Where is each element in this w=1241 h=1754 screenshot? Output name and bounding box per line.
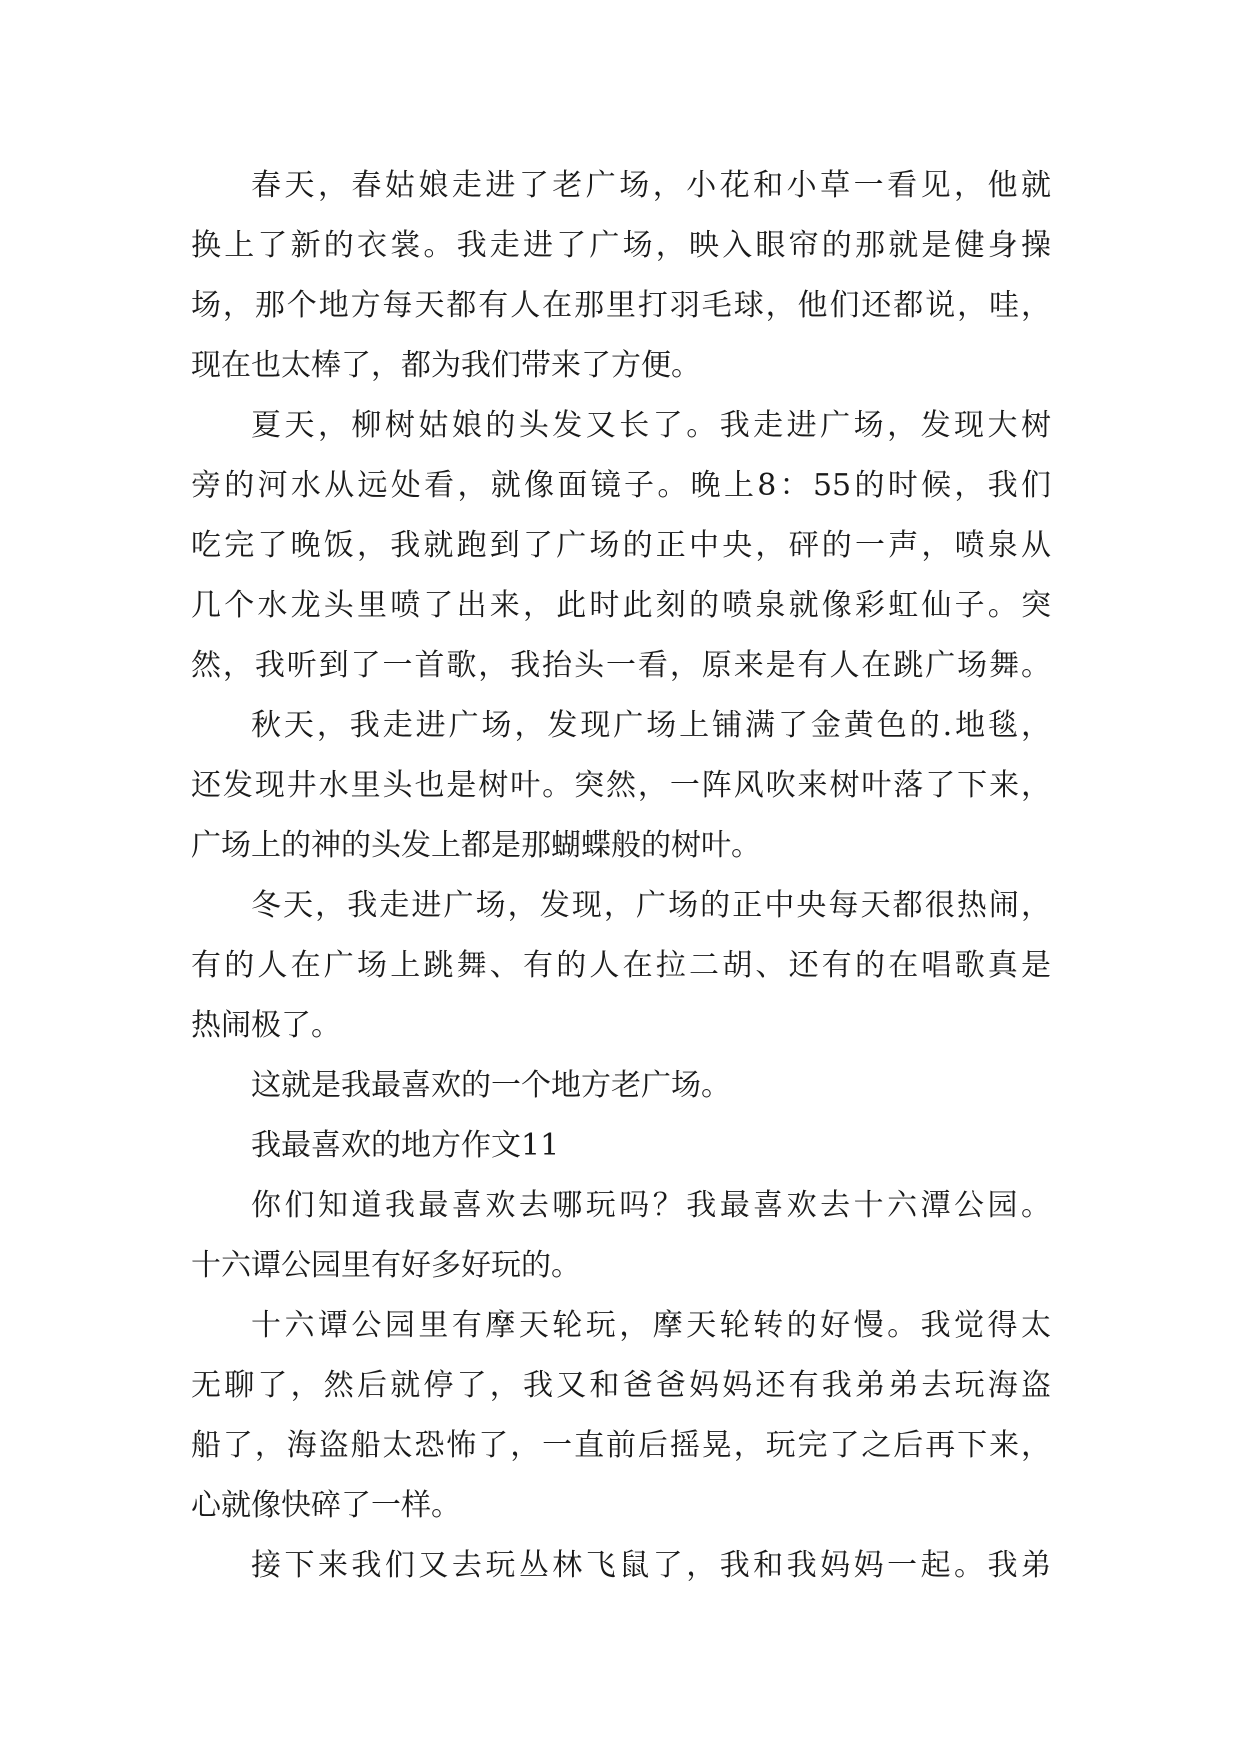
text-line: 然，我听到了一首歌，我抬头一看，原来是有人在跳广场舞。: [191, 648, 1051, 683]
paragraph-winter: [191, 876, 1051, 1056]
text-line: 春天，春姑娘走进了老广场，小花和小草一看见，他就: [251, 168, 1051, 203]
text-line: 旁的河水从远处看，就像面镜子。晚上8：55的时候，我们: [191, 468, 1051, 503]
text-line: 接下来我们又去玩丛林飞鼠了，我和我妈妈一起。我弟: [251, 1548, 1051, 1583]
paragraph-summer: [191, 396, 1051, 696]
text-line: 船了，海盗船太恐怖了，一直前后摇晃，玩完了之后再下来，: [191, 1428, 1051, 1463]
essay-title: [191, 1116, 1051, 1176]
document-body: [191, 156, 1051, 1596]
text-line: 我最喜欢的地方作文11: [251, 1128, 560, 1163]
text-line: 现在也太棒了，都为我们带来了方便。: [191, 348, 701, 383]
text-line: 夏天，柳树姑娘的头发又长了。我走进广场，发现大树: [251, 408, 1051, 443]
text-line: 几个水龙头里喷了出来，此时此刻的喷泉就像彩虹仙子。突: [191, 588, 1051, 623]
paragraph-intro-park: [191, 1176, 1051, 1296]
text-line: 无聊了，然后就停了，我又和爸爸妈妈还有我弟弟去玩海盗: [191, 1368, 1051, 1403]
text-line: 心就像快碎了一样。: [191, 1488, 461, 1523]
text-line: 场，那个地方每天都有人在那里打羽毛球，他们还都说，哇，: [191, 288, 1051, 323]
text-line: 这就是我最喜欢的一个地方老广场。: [251, 1068, 731, 1103]
paragraph-conclusion: [191, 1056, 1051, 1116]
text-line: 冬天，我走进广场，发现，广场的正中央每天都很热闹，: [251, 888, 1051, 923]
paragraph-spring: [191, 156, 1051, 396]
text-line: 热闹极了。: [191, 1008, 341, 1043]
text-line: 广场上的神的头发上都是那蝴蝶般的树叶。: [191, 828, 761, 863]
paragraph-flying-squirrel: [191, 1536, 1051, 1596]
paragraph-autumn: [191, 696, 1051, 876]
text-line: 还发现井水里头也是树叶。突然，一阵风吹来树叶落了下来，: [191, 768, 1051, 803]
text-line: 十六谭公园里有摩天轮玩，摩天轮转的好慢。我觉得太: [251, 1308, 1051, 1343]
text-line: 秋天，我走进广场，发现广场上铺满了金黄色的.地毯，: [251, 708, 1051, 743]
paragraph-ferris-wheel: [191, 1296, 1051, 1536]
text-line: 吃完了晚饭，我就跑到了广场的正中央，砰的一声，喷泉从: [191, 528, 1051, 563]
text-line: 你们知道我最喜欢去哪玩吗？我最喜欢去十六潭公园。: [251, 1188, 1051, 1223]
text-line: 十六谭公园里有好多好玩的。: [191, 1248, 581, 1283]
text-line: 换上了新的衣裳。我走进了广场，映入眼帘的那就是健身操: [191, 228, 1051, 263]
text-line: 有的人在广场上跳舞、有的人在拉二胡、还有的在唱歌真是: [191, 948, 1051, 983]
